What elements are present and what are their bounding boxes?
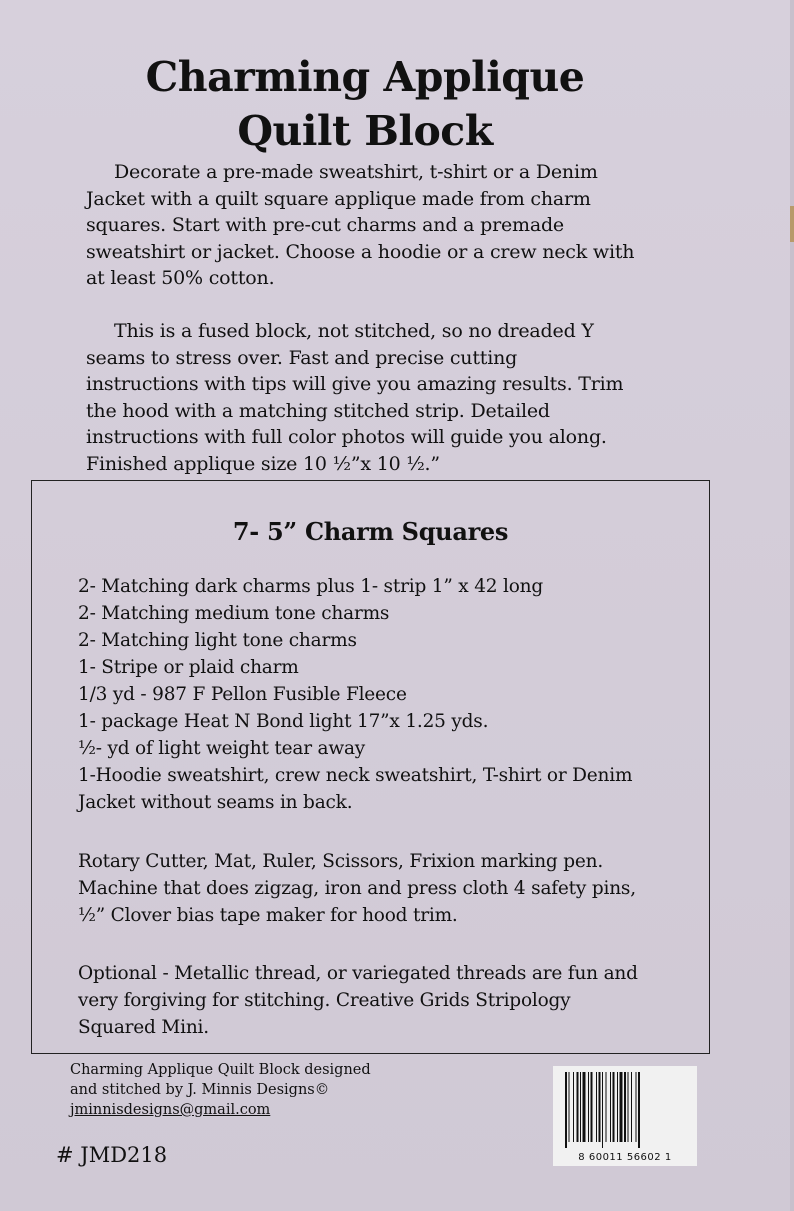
title-line-2: Quilt Block (237, 107, 493, 155)
barcode-bar (602, 1072, 603, 1148)
barcode-bar (599, 1072, 601, 1142)
tools-line: ½” Clover bias tape maker for hood trim. (78, 905, 458, 926)
intro-paragraph-1 (86, 159, 696, 292)
barcode-bar (569, 1072, 570, 1142)
supply-list (78, 573, 632, 816)
intro-line: This is a fused block, not stitched, so no dreaded Y (114, 320, 594, 342)
barcode-bar (591, 1072, 593, 1142)
supply-item: 1- Stripe or plaid charm (78, 657, 299, 678)
barcode-bar (631, 1072, 632, 1142)
intro-line: squares. Start with pre-cut charms and a premade (86, 214, 564, 236)
intro-line: Jacket with a quilt square applique made from charm (86, 187, 591, 210)
intro-line: at least 50% cotton. (86, 267, 275, 289)
supply-item: ½- yd of light weight tear away (78, 738, 366, 759)
email-link[interactable]: jminnisdesigns@gmail.com (70, 1102, 271, 1118)
barcode-bars (553, 1066, 697, 1150)
intro-line: seams to stress over. Fast and precise cutting (86, 346, 518, 369)
supplies-box (31, 480, 710, 1054)
barcode-digits: 8 60011 56602 1 (578, 1152, 672, 1163)
barcode-bar (610, 1072, 611, 1142)
optional-line: Squared Mini. (78, 1017, 209, 1038)
supply-item: 2- Matching light tone charms (78, 630, 357, 651)
barcode-bar (565, 1072, 567, 1148)
credit-line-1: Charming Applique Quilt Block designed (70, 1062, 371, 1078)
barcode (553, 1066, 697, 1166)
barcode-bar (596, 1072, 597, 1142)
designer-credit (70, 1060, 371, 1120)
page-title (60, 50, 670, 158)
supply-item: 2- Matching medium tone charms (78, 603, 390, 624)
binding-tab (790, 206, 794, 242)
optional-paragraph (78, 960, 638, 1041)
barcode-bar (636, 1072, 637, 1142)
tools-line: Machine that does zigzag, iron and press cloth 4 safety pins, (78, 878, 636, 899)
intro-paragraph-2 (86, 318, 696, 477)
supply-item: 1- package Heat N Bond light 17”x 1.25 yds. (78, 711, 489, 732)
intro-line: Decorate a pre-made sweatshirt, t-shirt or a Denim (114, 161, 598, 183)
optional-line: Optional - Metallic thread, or variegated threads are fun and (78, 963, 638, 984)
intro-line: the hood with a matching stitched strip. Detailed (86, 399, 550, 422)
barcode-bar (613, 1072, 615, 1142)
supply-item: 1-Hoodie sweatshirt, crew neck sweatshirt, T-shirt or Denim (78, 765, 633, 786)
barcode-bar (624, 1072, 626, 1142)
barcode-bar (580, 1072, 581, 1142)
barcode-bar (638, 1072, 640, 1148)
barcode-bar (628, 1072, 629, 1142)
tools-line: Rotary Cutter, Mat, Ruler, Scissors, Frixion marking pen. (78, 851, 604, 872)
barcode-bar (606, 1072, 607, 1142)
intro-line: Finished applique size 10 ½”x 10 ½.” (86, 452, 440, 475)
title-line-1: Charming Applique (145, 53, 585, 101)
barcode-bar (573, 1072, 574, 1142)
supply-item: 1/3 yd - 987 F Pellon Fusible Fleece (78, 684, 407, 705)
credit-line-2: and stitched by J. Minnis Designs© (70, 1082, 330, 1098)
supplies-heading: 7- 5” Charm Squares (232, 517, 509, 546)
barcode-bar (588, 1072, 589, 1142)
barcode-bar (620, 1072, 623, 1142)
barcode-bar (617, 1072, 618, 1142)
intro-line: instructions with full color photos will guide you along. (86, 426, 607, 448)
intro-line: sweatshirt or jacket. Choose a hoodie or a crew neck with (86, 240, 635, 263)
barcode-bar (577, 1072, 579, 1142)
intro-line: instructions with tips will give you amazing results. Trim (86, 373, 624, 395)
tools-paragraph (78, 848, 636, 929)
supply-item: 2- Matching dark charms plus 1- strip 1” x 42 long (78, 576, 544, 597)
supply-item: Jacket without seams in back. (78, 792, 353, 813)
barcode-bar (583, 1072, 586, 1142)
page-edge (790, 0, 794, 1211)
optional-line: very forgiving for stitching. Creative Grids Stripology (78, 990, 571, 1011)
product-sku: # JMD218 (56, 1143, 168, 1167)
